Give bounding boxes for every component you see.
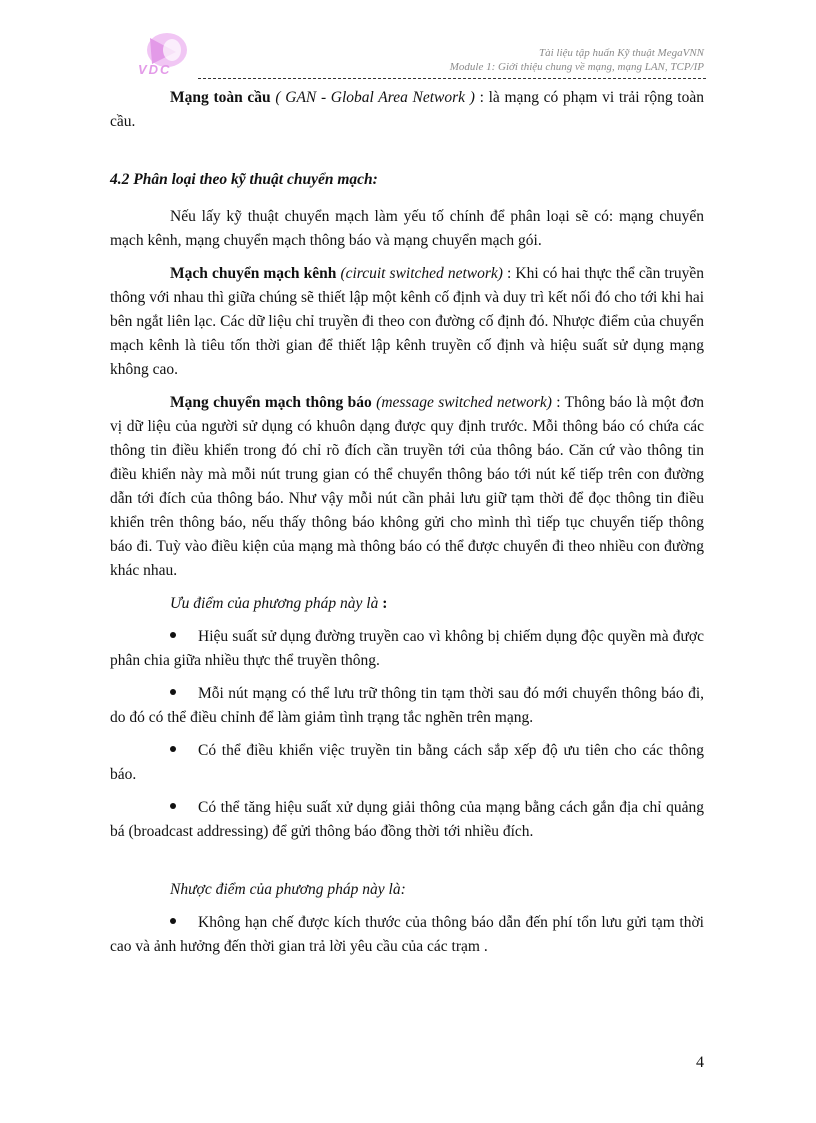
gan-text: : là mạng có phạm vi trải rộng toàn cầu. xyxy=(110,89,704,130)
circuit-term: Mạch chuyển mạch kênh xyxy=(170,265,337,282)
advantage-text: Hiệu suất sử dụng đường truyền cao vì không bị chiếm dụng độc quyền mà được phân chia giữa nhiều thực thể truyền thông. xyxy=(110,628,704,669)
disadvantage-item xyxy=(110,911,704,959)
disadvantages-heading: Nhược điểm của phương pháp này là: xyxy=(170,881,406,898)
section-heading: 4.2 Phân loại theo kỹ thuật chuyển mạch: xyxy=(110,171,378,188)
bullet-icon xyxy=(170,632,176,638)
advantage-item xyxy=(110,739,704,787)
advantages-colon: : xyxy=(378,595,388,612)
advantage-text: Có thể điều khiển việc truyền tin bằng cách sắp xếp độ ưu tiên cho các thông báo. xyxy=(110,742,704,783)
advantages-heading xyxy=(110,592,704,616)
circuit-paragraph xyxy=(110,262,704,382)
document-body xyxy=(110,86,704,959)
logo-text: VDC xyxy=(138,62,172,77)
gan-paragraph xyxy=(110,86,704,134)
header-divider xyxy=(198,78,706,79)
advantage-item xyxy=(110,682,704,730)
advantage-item xyxy=(110,796,704,844)
intro-paragraph: Nếu lấy kỹ thuật chuyển mạch làm yếu tố chính để phân loại sẽ có: mạng chuyển mạch kênh, mạng chuyển mạch thông báo và mạng chuyển mạch gói. xyxy=(110,208,704,249)
gan-paren: ( GAN - Global Area Network ) xyxy=(275,89,475,106)
bullet-icon xyxy=(170,746,176,752)
disadvantage-text: Không hạn chế được kích thước của thông báo dẫn đến phí tổn lưu gửi tạm thời cao và ảnh hưởng đến thời gian trả lời yêu cầu của các trạm . xyxy=(110,914,704,955)
message-term: Mạng chuyển mạch thông báo xyxy=(170,394,372,411)
page-header xyxy=(450,46,704,74)
advantage-text: Có thể tăng hiệu suất xử dụng giải thông của mạng bằng cách gắn địa chỉ quảng bá (broadcast addressing) để gửi thông báo đồng thời tới nhiều đích. xyxy=(110,799,704,840)
circuit-paren: (circuit switched network) xyxy=(340,265,503,282)
circuit-text: : Khi có hai thực thể cần truyền thông với nhau thì giữa chúng sẽ thiết lập một kênh cố định và duy trì kết nối đó cho tới khi hai bên ngắt liên lạc. Các dữ liệu chỉ truyền đi theo con đường cố định đó. Nhược điểm của chuyển mạch kênh là tiêu tốn thời gian để thiết lập kênh truyền cố định và hiệu suất sử dụng mạng không cao. xyxy=(110,265,705,378)
page-number: 4 xyxy=(696,1054,704,1071)
gan-term: Mạng toàn cầu xyxy=(170,89,271,106)
bullet-icon xyxy=(170,689,176,695)
bullet-icon xyxy=(170,803,176,809)
bullet-icon xyxy=(170,918,176,924)
header-subtitle: Module 1: Giới thiệu chung về mạng, mạng LAN, TCP/IP xyxy=(449,61,704,73)
advantage-text: Mỗi nút mạng có thể lưu trữ thông tin tạm thời sau đó mới chuyển thông báo đi, do đó có thể điều chỉnh để làm giảm tình trạng tắc nghẽn trên mạng. xyxy=(110,685,704,726)
advantage-item xyxy=(110,625,704,673)
advantages-heading-text: Ưu điểm của phương pháp này là xyxy=(170,595,379,612)
message-paragraph xyxy=(110,391,704,583)
message-text: : Thông báo là một đơn vị dữ liệu của người sử dụng có khuôn dạng được quy định trước. Mỗi thông báo có chứa các thông tin điều khiển trong đó chỉ rõ đích cần truyền tới của thông báo. Căn cứ vào thông tin điều khiển này mà mỗi nút trung gian có thể chuyển thông báo tới nút kế tiếp trên con đường dẫn tới đích của thông báo. Như vậy mỗi nút cần phải lưu giữ tạm thời để đọc thông tin điều khiển trên thông báo, nếu thấy thông báo không gửi cho mình thì tiếp tục chuyển tiếp thông báo đi. Tuỳ vào điều kiện của mạng mà thông báo có thể được chuyển đi theo nhiều con đường khác nhau. xyxy=(110,394,704,579)
header-title: Tài liệu tập huấn Kỹ thuật MegaVNN xyxy=(539,47,704,59)
message-paren: (message switched network) xyxy=(376,394,552,411)
